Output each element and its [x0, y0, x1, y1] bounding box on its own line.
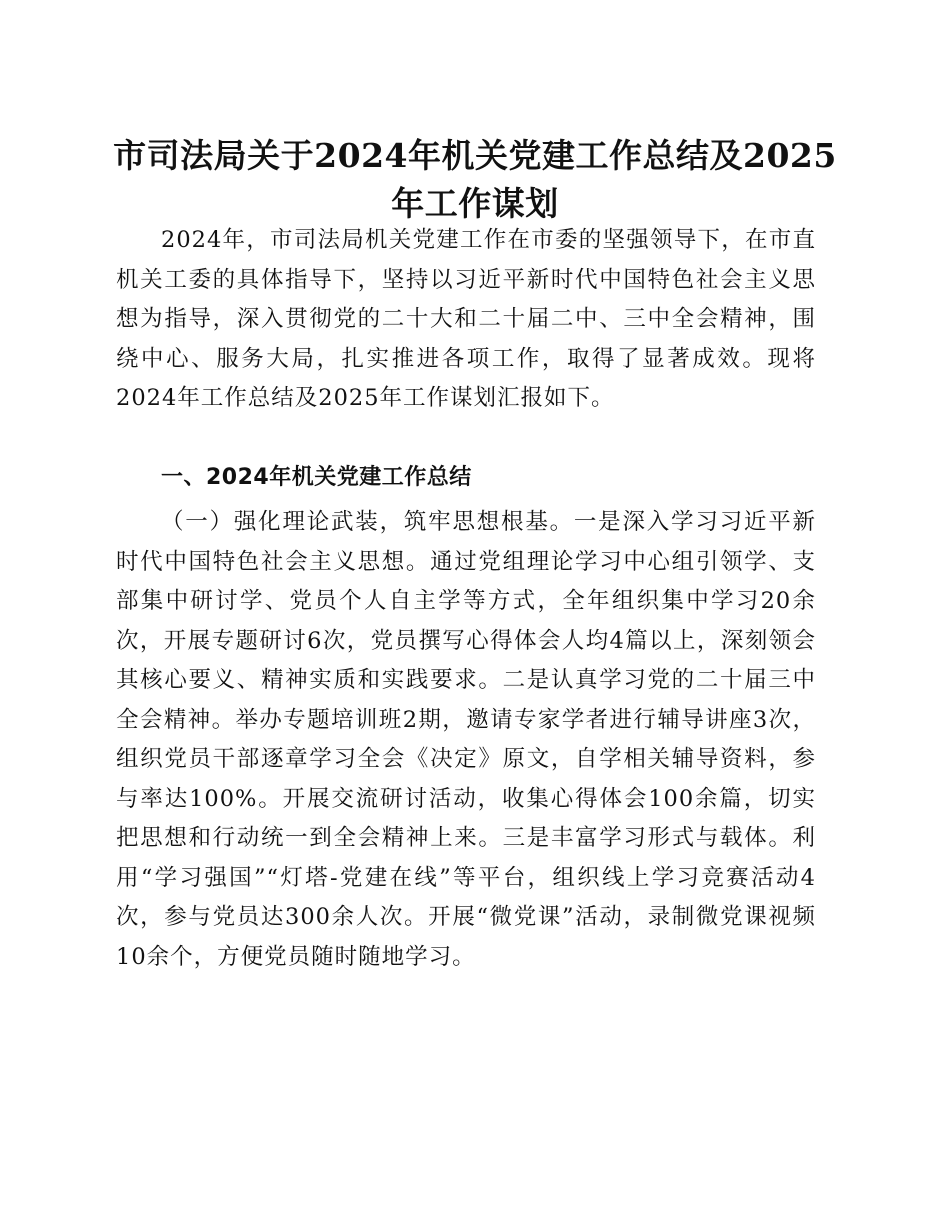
- section-heading: 一、2024年机关党建工作总结: [161, 465, 472, 490]
- document-title: 市司法局关于2024年机关党建工作总结及2025年工作谋划: [113, 136, 837, 223]
- intro-paragraph: 2024年，市司法局机关党建工作在市委的坚强领导下，在市直机关工委的具体指导下，坚持以习近平新时代中国特色社会主义思想为指导，深入贯彻党的二十大和二十届二中、三中全会精神，围绕中心、服务大局，扎实推进各项工作，取得了显著成效。现将2024年工作总结及2025年工作谋划汇报如下。: [116, 227, 816, 411]
- section-paragraph: （一）强化理论武装，筑牢思想根基。一是深入学习习近平新时代中国特色社会主义思想。通过党组理论学习中心组引领学、支部集中研讨学、党员个人自主学等方式，全年组织集中学习20余次，开展专题研讨6次，党员撰写心得体会人均4篇以上，深刻领会其核心要义、精神实质和实践要求。二是认真学习党的二十届三中全会精神。举办专题培训班2期，邀请专家学者进行辅导讲座3次，组织党员干部逐章学习全会《决定》原文，自学相关辅导资料，参与率达100%。开展交流研讨活动，收集心得体会100余篇，切实把思想和行动统一到全会精神上来。三是丰富学习形式与载体。利用“学习强国”“灯塔-党建在线”等平台，组织线上学习竞赛活动4次，参与党员达300余人次。开展“微党课”活动，录制微党课视频10余个，方便党员随时随地学习。: [116, 509, 816, 970]
